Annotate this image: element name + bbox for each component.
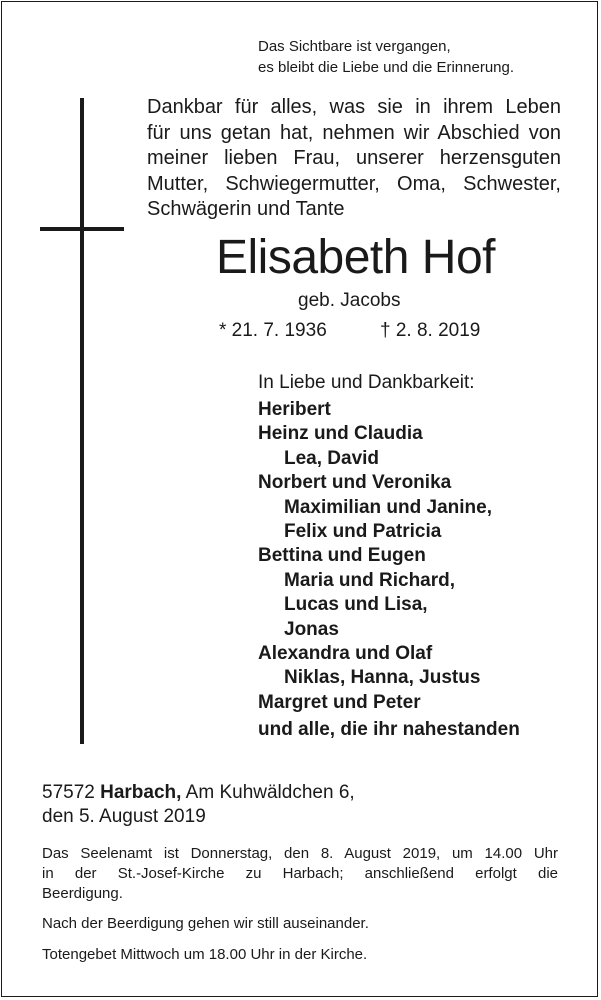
address-line [42,781,355,805]
address-block [42,781,355,829]
family-member: Bettina und Eugen [258,545,426,567]
notes-line: Das Seelenamt ist Donnerstag, den 8. August 2019, um 14.00 Uhr [42,845,558,862]
address-zip: 57572 [42,782,95,803]
family-heading: In Liebe und Dankbarkeit: [258,372,475,393]
intro-line: Schwägerin und Tante [147,198,345,220]
motto-quote [258,36,514,78]
family-member: Heinz und Claudia [258,423,423,445]
intro-line: Mutter, Schwiegermutter, Oma, Schwester, [147,172,561,195]
service-notes [42,844,558,965]
family-list [258,371,520,743]
family-child: Lea, David [284,447,380,469]
death-date: † 2. 8. 2019 [380,320,481,341]
born-name: geb. Jacobs [298,290,401,311]
motto-line: Das Sichtbare ist vergangen, [258,38,451,55]
intro-text [147,95,561,223]
family-child: Niklas, Hanna, Justus [284,667,481,689]
family-member: Alexandra und Olaf [258,643,433,665]
intro-line: meiner lieben Frau, unserer herzensguten [147,147,561,169]
intro-line: Dankbar für alles, was sie in ihrem Leben [147,96,561,118]
notes-paragraph: Nach der Beerdigung gehen wir still auseinander. [42,915,369,932]
motto-line: es bleibt die Liebe und die Erinnerung. [258,59,515,76]
family-child: Lucas und Lisa, [284,594,428,616]
intro-line: für uns getan hat, nehmen wir Abschied von [147,121,561,144]
notes-paragraph: Totengebet Mittwoch um 18.00 Uhr in der Kirche. [42,946,368,963]
family-child: Jonas [284,618,339,640]
family-child: Maria und Richard, [284,569,456,591]
family-child: Maximilian und Janine, [284,496,492,518]
family-member: und alle, die ihr nahestanden [258,719,520,741]
family-child: Felix und Patricia [284,521,442,543]
address-date: den 5. August 2019 [42,806,206,827]
family-member: Heribert [258,399,331,420]
notes-line: in der St.-Josef-Kirche zu Harbach; anschließend erfolgt die [42,865,558,882]
family-member: Norbert und Veronika [258,472,452,494]
birth-date: * 21. 7. 1936 [219,320,327,341]
notes-line: Beerdigung. [42,885,123,902]
family-member: Margret und Peter [258,691,421,713]
address-city: Harbach, [100,782,182,803]
deceased-name: Elisabeth Hof [216,231,495,284]
cross-icon [80,98,84,744]
address-street: Am Kuhwäldchen 6, [185,782,355,803]
